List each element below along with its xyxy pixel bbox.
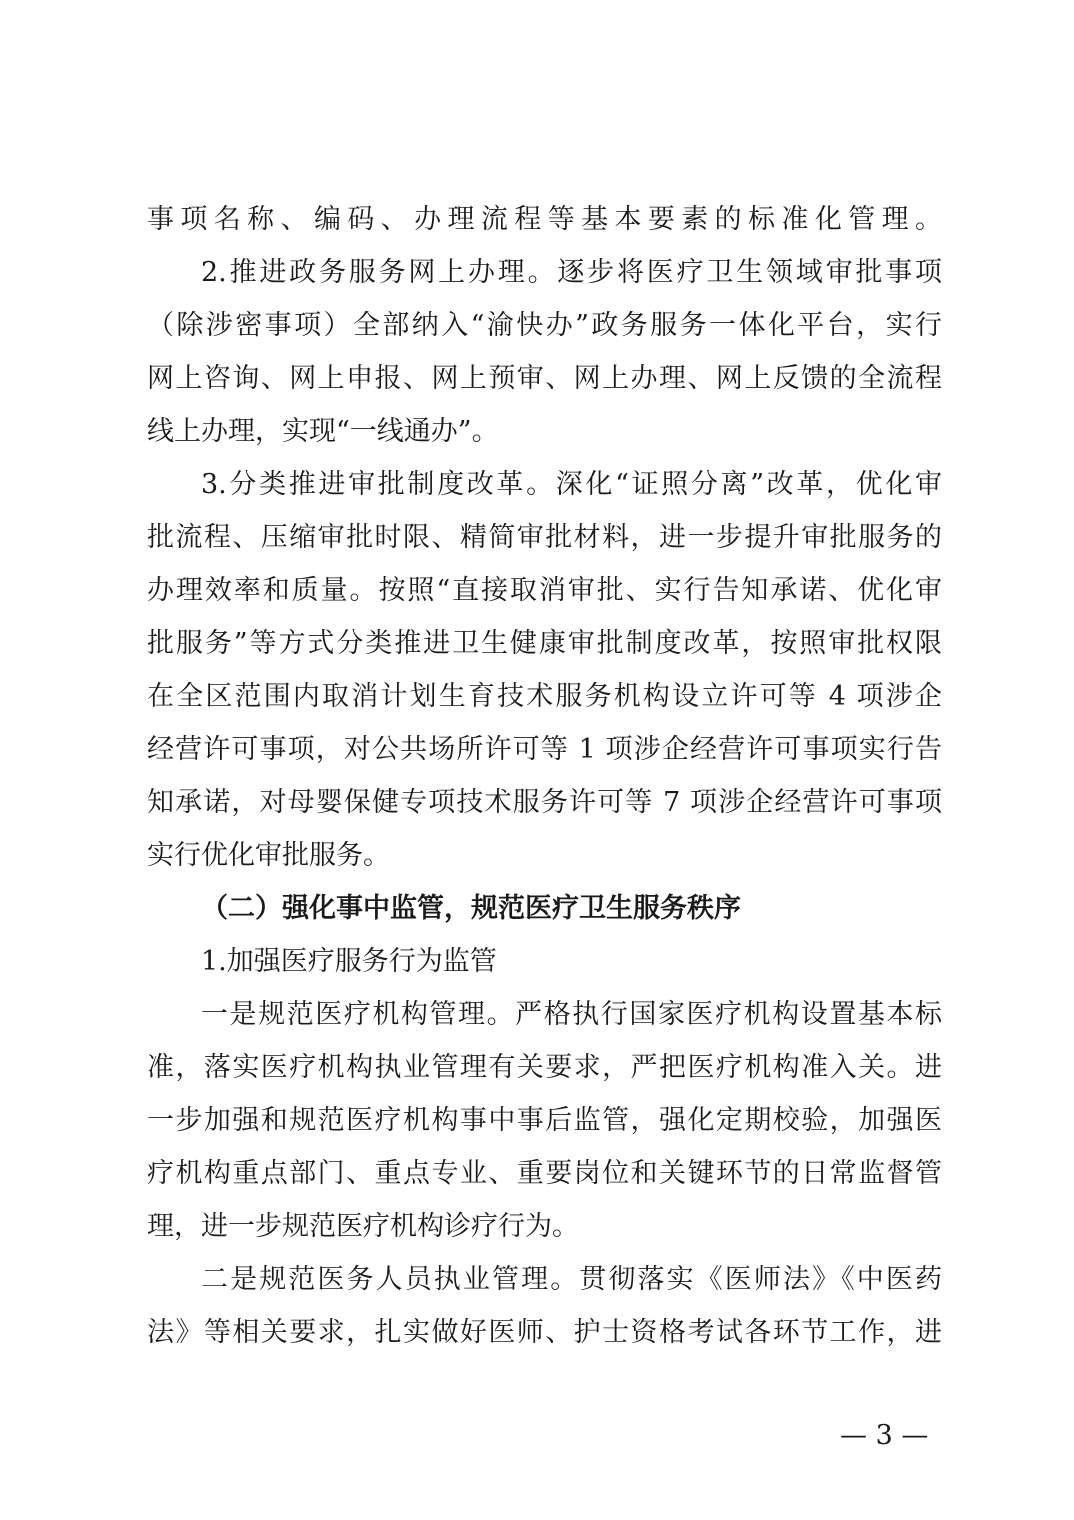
text-line: 法》等相关要求，扎实做好医师、护士资格考试各环节工作，进 xyxy=(147,1317,942,1348)
text-line: 2.推进政务服务网上办理。逐步将医疗卫生领域审批事项 xyxy=(201,257,942,288)
text-line: 经营许可事项，对公共场所许可等 1 项涉企经营许可事项实行告 xyxy=(147,734,942,765)
text-line: 办理效率和质量。按照“直接取消审批、实行告知承诺、优化审 xyxy=(147,575,942,606)
text-line: 3.分类推进审批制度改革。深化“证照分离”改革，优化审 xyxy=(201,469,942,500)
text-line: 一步加强和规范医疗机构事中事后监管，强化定期校验，加强医 xyxy=(147,1105,942,1136)
text-line: 事项名称、编码、办理流程等基本要素的标准化管理。 xyxy=(147,204,942,235)
text-line: 知承诺，对母婴保健专项技术服务许可等 7 项涉企经营许可事项 xyxy=(147,787,942,818)
text-line: 二是规范医务人员执业管理。贯彻落实《医师法》《中医药 xyxy=(201,1264,942,1295)
text-line: 疗机构重点部门、重点专业、重要岗位和关键环节的日常监督管 xyxy=(147,1158,942,1189)
text-line: 批流程、压缩审批时限、精简审批材料，进一步提升审批服务的 xyxy=(147,522,942,553)
text-line: （除涉密事项）全部纳入“渝快办”政务服务一体化平台，实行 xyxy=(147,310,942,341)
text-line: 网上咨询、网上申报、网上预审、网上办理、网上反馈的全流程 xyxy=(147,363,942,394)
text-line: 准，落实医疗机构执业管理有关要求，严把医疗机构准入关。进 xyxy=(147,1052,942,1083)
text-line: 批服务”等方式分类推进卫生健康审批制度改革，按照审批权限 xyxy=(147,628,942,659)
text-line: 理，进一步规范医疗机构诊疗行为。 xyxy=(147,1211,579,1242)
text-line: 一是规范医疗机构管理。严格执行国家医疗机构设置基本标 xyxy=(201,999,942,1030)
text-line: 线上办理，实现“一线通办”。 xyxy=(147,416,499,447)
text-line: 在全区范围内取消计划生育技术服务机构设立许可等 4 项涉企 xyxy=(147,681,942,712)
subsection-heading: 1.加强医疗服务行为监管 xyxy=(201,946,497,977)
text-line: 实行优化审批服务。 xyxy=(147,840,390,871)
section-heading: （二）强化事中监管，规范医疗卫生服务秩序 xyxy=(201,893,741,924)
page-number: — 3 — xyxy=(840,1420,929,1451)
